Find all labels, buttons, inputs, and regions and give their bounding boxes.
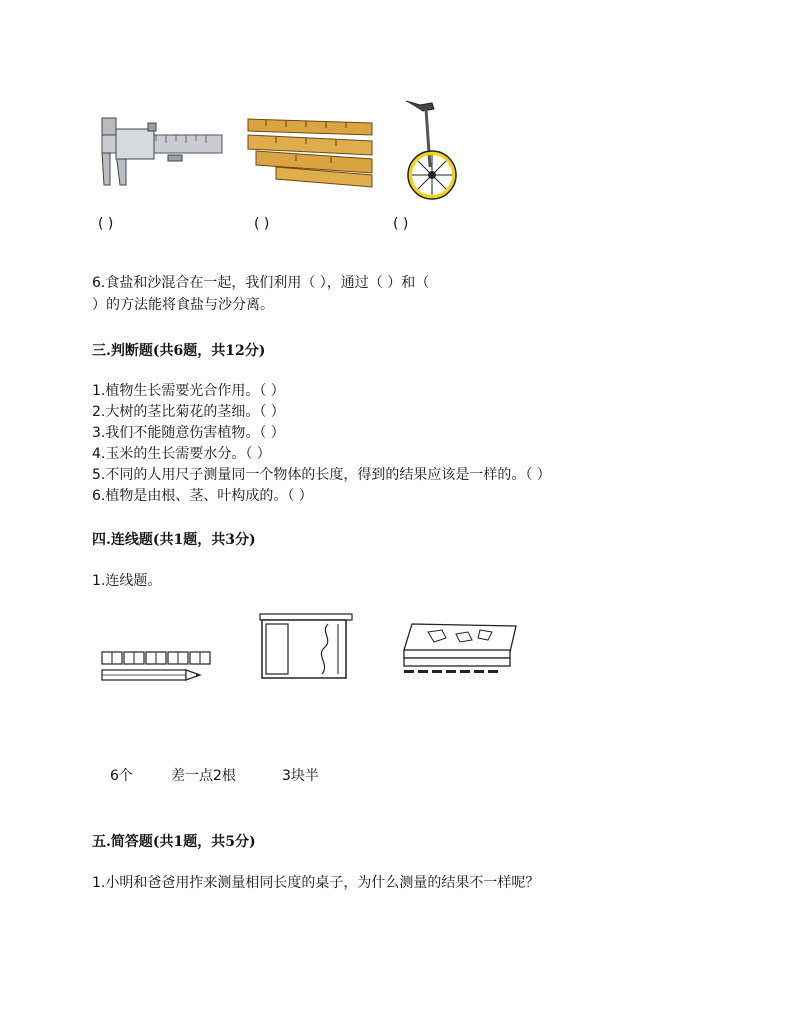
blank-folding-ruler[interactable]: ( )	[254, 216, 270, 232]
frame-measure-image	[258, 612, 358, 682]
judge-item-4: 4.玉米的生长需要水分。（ ）	[92, 446, 271, 462]
blank-measuring-wheel[interactable]: ( )	[393, 216, 409, 232]
vernier-caliper-image	[96, 113, 226, 193]
question-6-line-2: ）的方法能将食盐与沙分离。	[92, 297, 274, 313]
measuring-wheel-image	[398, 95, 468, 205]
matching-question: 1.连线题。	[92, 573, 162, 589]
judge-item-1: 1.植物生长需要光合作用。（ ）	[92, 383, 285, 399]
section-4-title: 四.连线题(共1题，共3分)	[92, 532, 256, 548]
matching-label-2[interactable]: 差一点2根	[171, 768, 236, 784]
folding-ruler-image	[246, 113, 376, 188]
blank-caliper[interactable]: ( )	[98, 216, 114, 232]
section-5-title: 五.简答题(共1题，共5分)	[92, 834, 256, 850]
section-3-title: 三.判断题(共6题，共12分)	[92, 343, 266, 359]
judge-item-5: 5.不同的人用尺子测量同一个物体的长度，得到的结果应该是一样的。（ ）	[92, 467, 551, 483]
judge-item-6: 6.植物是由根、茎、叶构成的。（ ）	[92, 488, 313, 504]
judge-item-2: 2.大树的茎比菊花的茎细。（ ）	[92, 404, 285, 420]
question-6-line-1: 6.食盐和沙混合在一起，我们利用（ ），通过（ ）和（	[92, 275, 430, 291]
matching-label-1[interactable]: 6个	[110, 768, 133, 784]
matching-label-3[interactable]: 3块半	[282, 768, 319, 784]
short-answer-question: 1.小明和爸爸用拃来测量相同长度的桌子，为什么测量的结果不一样呢？	[92, 875, 540, 891]
pencil-measure-image	[100, 650, 220, 684]
book-measure-image	[398, 622, 523, 682]
judge-item-3: 3.我们不能随意伤害植物。（ ）	[92, 425, 285, 441]
